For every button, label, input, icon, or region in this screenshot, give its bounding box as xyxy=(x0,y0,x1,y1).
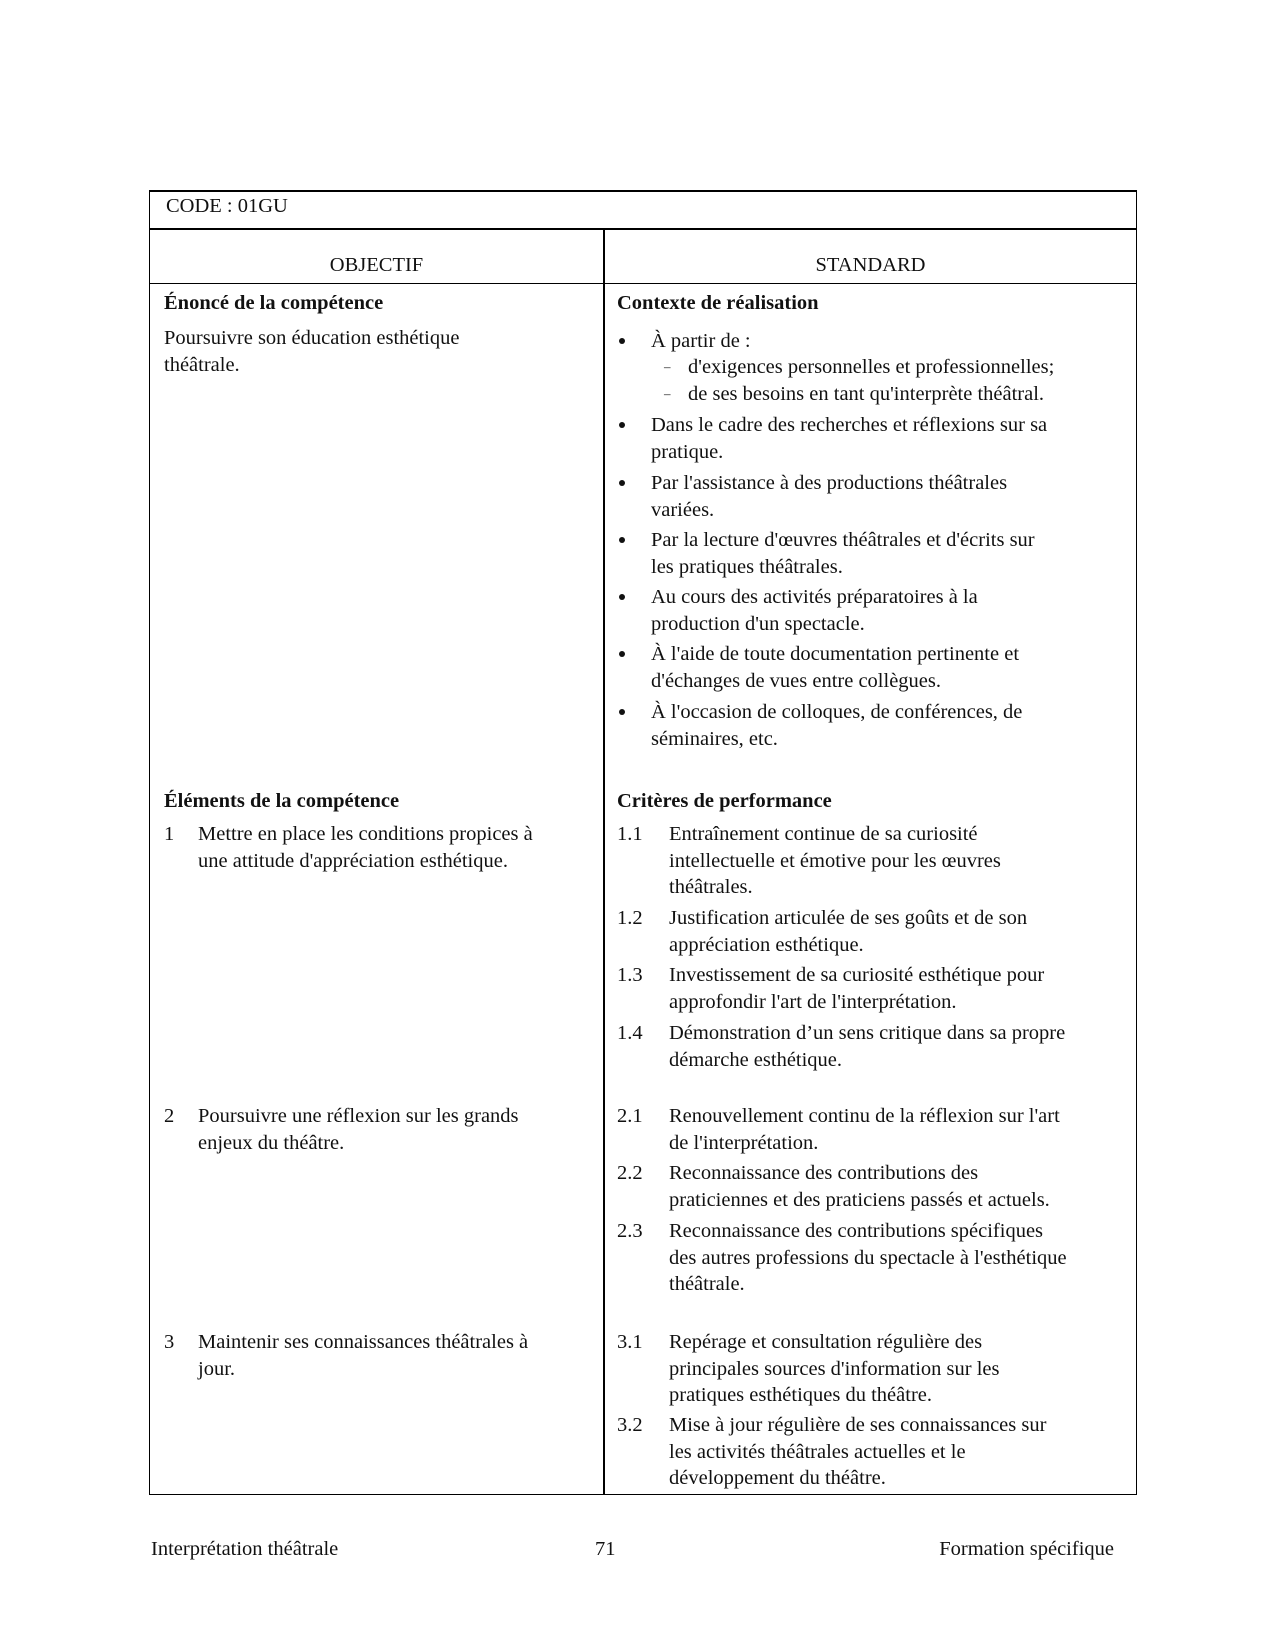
code-label: CODE : 01GU xyxy=(166,195,288,217)
element-text: Poursuivre une réflexion sur les grands enjeux du théâtre. xyxy=(198,1105,519,1154)
critere-number: 1.1 xyxy=(617,823,643,845)
critere-number: 2.3 xyxy=(617,1220,643,1242)
element-number: 2 xyxy=(164,1105,175,1127)
critere-number: 1.2 xyxy=(617,907,643,929)
critere-text: Justification articulée de ses goûts et de son appréciation esthétique. xyxy=(669,907,1028,956)
table-border-top xyxy=(149,190,1137,192)
critere-number: 1.4 xyxy=(617,1022,643,1044)
bullet-icon xyxy=(619,709,625,715)
criteres-title: Critères de performance xyxy=(617,790,832,812)
critere-number: 3.2 xyxy=(617,1414,643,1436)
dash-icon: – xyxy=(664,359,671,374)
table-border-left xyxy=(149,190,150,1495)
bullet-icon xyxy=(619,422,625,428)
header-row-divider xyxy=(149,283,1137,284)
critere-number: 3.1 xyxy=(617,1331,643,1353)
contexte-text: À partir de : xyxy=(651,330,751,352)
enonce-text: Poursuivre son éducation esthétique théâtrale. xyxy=(164,327,460,376)
element-text: Maintenir ses connaissances théâtrales à jour. xyxy=(198,1331,529,1380)
elements-title: Éléments de la compétence xyxy=(164,790,400,812)
critere-text: Renouvellement continu de la réflexion sur l'art de l'interprétation. xyxy=(669,1105,1060,1154)
critere-text: Démonstration d’un sens critique dans sa propre démarche esthétique. xyxy=(669,1022,1066,1071)
header-standard: STANDARD xyxy=(815,254,926,276)
bullet-icon xyxy=(619,651,625,657)
contexte-text: Au cours des activités préparatoires à la production d'un spectacle. xyxy=(651,586,978,635)
contexte-title: Contexte de réalisation xyxy=(617,292,819,314)
critere-text: Mise à jour régulière de ses connaissances sur les activités théâtrales actuelles et le développement du théâtre. xyxy=(669,1414,1047,1489)
critere-number: 2.1 xyxy=(617,1105,643,1127)
footer-right: Formation spécifique xyxy=(939,1538,1114,1560)
contexte-text: À l'occasion de colloques, de conférences, de séminaires, etc. xyxy=(651,701,1023,750)
table-border-right xyxy=(1136,190,1137,1495)
contexte-text: Dans le cadre des recherches et réflexions sur sa pratique. xyxy=(651,414,1048,463)
element-text: Mettre en place les conditions propices à une attitude d'appréciation esthétique. xyxy=(198,823,533,872)
header-objectif: OBJECTIF xyxy=(329,254,424,276)
footer-left: Interprétation théâtrale xyxy=(151,1538,339,1560)
contexte-text: À l'aide de toute documentation pertinente et d'échanges de vues entre collègues. xyxy=(651,643,1020,692)
critere-text: Investissement de sa curiosité esthétique pour approfondir l'art de l'interprétation. xyxy=(669,964,1045,1013)
contexte-subtext: d'exigences personnelles et professionnelles; xyxy=(688,356,1055,378)
contexte-subtext: de ses besoins en tant qu'interprète théâtral. xyxy=(688,383,1045,405)
critere-text: Reconnaissance des contributions spécifiques des autres professions du spectacle à l'esthétique théâtrale. xyxy=(669,1220,1067,1295)
critere-number: 2.2 xyxy=(617,1162,643,1184)
contexte-text: Par la lecture d'œuvres théâtrales et d'écrits sur les pratiques théâtrales. xyxy=(651,529,1035,578)
element-number: 1 xyxy=(164,823,175,845)
bullet-icon xyxy=(619,480,625,486)
bullet-icon xyxy=(619,537,625,543)
contexte-text: Par l'assistance à des productions théâtrales variées. xyxy=(651,472,1008,521)
dash-icon: – xyxy=(664,386,671,401)
critere-text: Entraînement continue de sa curiosité intellectuelle et émotive pour les œuvres théâtrales. xyxy=(669,823,1001,898)
bullet-icon xyxy=(619,338,625,344)
critere-number: 1.3 xyxy=(617,964,643,986)
column-divider xyxy=(603,229,605,1495)
table-border-bottom xyxy=(149,1494,1137,1495)
element-number: 3 xyxy=(164,1331,175,1353)
critere-text: Reconnaissance des contributions des praticiennes et des praticiens passés et actuels. xyxy=(669,1162,1050,1211)
critere-text: Repérage et consultation régulière des principales sources d'information sur les pratiques esthétiques du théâtre. xyxy=(669,1331,1000,1406)
bullet-icon xyxy=(619,594,625,600)
enonce-title: Énoncé de la compétence xyxy=(164,292,384,314)
code-row-divider xyxy=(149,228,1137,230)
page-number: 71 xyxy=(595,1538,616,1560)
